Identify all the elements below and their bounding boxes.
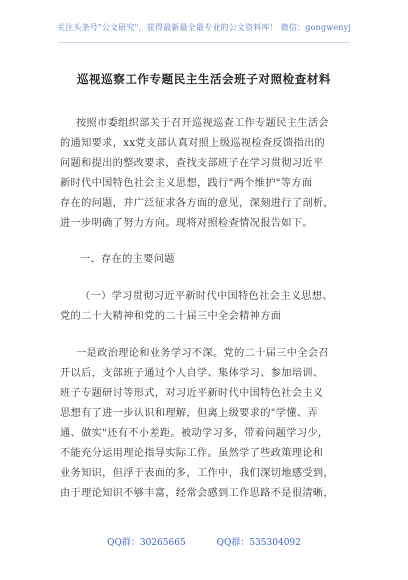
body-line: 开以后，支部班子通过个人自学、集体学习、参加培训、 (60, 368, 324, 379)
header-divider (58, 42, 350, 43)
body-line: 问题和提出的整改要求，查找支部班子在学习贯彻习近平 (60, 158, 324, 169)
body-line: 按照市委组织部关于召开巡视巡查工作专题民主生活会 (76, 118, 329, 129)
body-line: 新时代中国特色社会主义思想，践行"两个维护"等方面 (60, 178, 313, 189)
body-line: 存在的问题，并广泛征求各方面的意见，深刻进行了剖析， (60, 198, 334, 209)
promo-header: 关注头条号"公文研究"，获得最新最全最专业的公文资料库！ 微信：gongwenyj (56, 23, 352, 32)
body-line: 进一步明确了努力方向。现将对照检查情况报告如下。 (60, 218, 313, 229)
body-line: 班子专题研讨等形式，对习近平新时代中国特色社会主义 (60, 388, 324, 399)
body-line: 思想有了进一步认识和理解，但离上级要求的"学懂、弄 (60, 408, 318, 419)
section-heading: 一、存在的主要问题 (80, 254, 175, 265)
body-line: 一是政治理论和业务学习不深。党的二十届三中全会召 (76, 348, 329, 359)
document-title: 巡视巡察工作专题民主生活会班子对照检查材料 (76, 72, 332, 86)
promo-footer (0, 535, 408, 548)
qq-group-1: QQ群：30265665 (107, 538, 186, 548)
body-line: 的通知要求，xx党支部认真对照上级巡视检查反馈指出的 (60, 138, 326, 149)
subsection-heading: （一）学习贯彻习近平新时代中国特色社会主义思想、 (80, 291, 333, 302)
body-line: 由于理论知识不够丰富，经常会感到工作思路不是很清晰， (60, 488, 334, 499)
qq-group-2: QQ群：535304092 (216, 538, 301, 548)
body-line: 通、做实"还有不小差距。被动学习多，带着问题学习少， (60, 428, 329, 439)
body-line: 业务知识，但浮于表面的多，工作中，我们深切地感受到， (60, 468, 334, 479)
subsection-heading-cont: 党的二十大精神和党的二十届三中全会精神方面 (60, 311, 282, 322)
body-line: 不能充分运用理论指导实际工作。虽然学了些政策理论和 (60, 448, 324, 459)
